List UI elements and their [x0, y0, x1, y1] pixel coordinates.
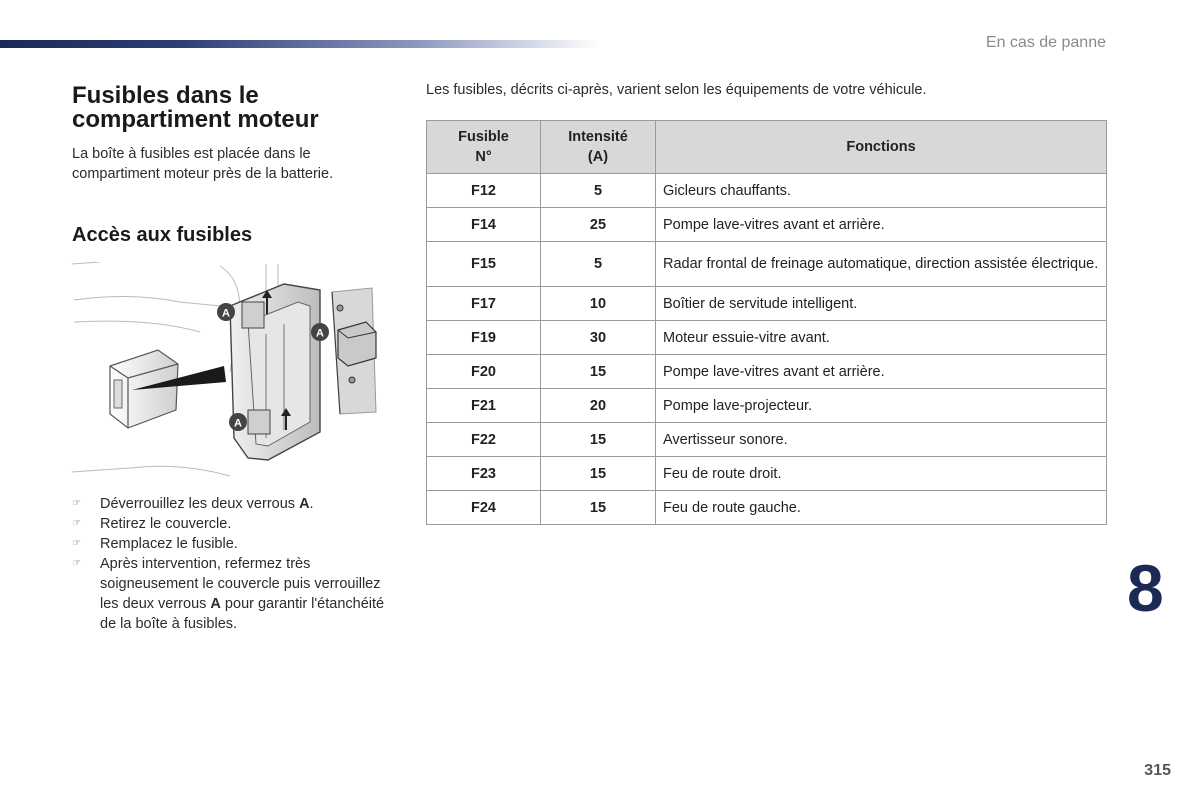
step-item: ☞ Retirez le couvercle. — [72, 516, 232, 532]
page-title — [72, 84, 319, 132]
amp-cell: 30 — [541, 321, 656, 355]
table-row — [427, 457, 1107, 491]
fuse-table — [426, 120, 1107, 525]
pointer-bullet-icon: ☞ — [72, 538, 81, 549]
table-row — [427, 208, 1107, 242]
amp-cell: 10 — [541, 287, 656, 321]
latch-label-inset: A — [316, 327, 324, 340]
function-cell: Moteur essuie-vitre avant. — [656, 321, 1107, 355]
fuse-cell: F12 — [427, 174, 541, 208]
page-title-line-2: compartiment moteur — [72, 106, 319, 133]
page-title-line-1: Fusibles dans le — [72, 82, 259, 109]
amp-cell: 5 — [541, 174, 656, 208]
fuse-cell: F24 — [427, 491, 541, 525]
chapter-number: 8 — [1127, 551, 1164, 625]
amp-cell: 15 — [541, 355, 656, 389]
amp-cell: 15 — [541, 423, 656, 457]
amp-cell: 20 — [541, 389, 656, 423]
table-header-row — [427, 121, 1107, 174]
step-item: ☞ Après intervention, refermez très soigneusement le couvercle puis verrouillez les deux verrous A pour garantir l'étanchéité de la boîte à fusibles. — [72, 556, 385, 632]
amp-cell: 25 — [541, 208, 656, 242]
amp-cell: 5 — [541, 242, 656, 287]
table-row — [427, 174, 1107, 208]
function-cell: Pompe lave-vitres avant et arrière. — [656, 208, 1107, 242]
fuse-cell: F14 — [427, 208, 541, 242]
latch-label-top: A — [222, 307, 230, 320]
access-subtitle: Accès aux fusibles — [72, 224, 253, 246]
col-header-fuse: Fusible N° — [427, 121, 541, 174]
step-item: ☞ Remplacez le fusible. — [72, 536, 238, 552]
pointer-bullet-icon: ☞ — [72, 518, 81, 529]
section-header: En cas de panne — [985, 34, 1106, 51]
table-row — [427, 355, 1107, 389]
fuse-cell: F21 — [427, 389, 541, 423]
fuse-cell: F23 — [427, 457, 541, 491]
amp-cell: 15 — [541, 457, 656, 491]
table-intro: Les fusibles, décrits ci-après, varient selon les équipements de votre véhicule. — [426, 82, 927, 98]
fuse-cell: F19 — [427, 321, 541, 355]
table-row — [427, 423, 1107, 457]
function-cell: Boîtier de servitude intelligent. — [656, 287, 1107, 321]
function-cell: Feu de route droit. — [656, 457, 1107, 491]
fuse-cell: F20 — [427, 355, 541, 389]
steps-list — [72, 494, 402, 634]
col-header-functions: Fonctions — [656, 121, 1107, 174]
latch-label-bottom: A — [234, 417, 242, 430]
pointer-bullet-icon: ☞ — [72, 558, 81, 569]
fuse-box-illustration — [70, 262, 400, 484]
col-header-intensity: Intensité (A) — [541, 121, 656, 174]
function-cell: Avertisseur sonore. — [656, 423, 1107, 457]
amp-cell: 15 — [541, 491, 656, 525]
function-cell: Pompe lave-vitres avant et arrière. — [656, 355, 1107, 389]
intro-paragraph: La boîte à fusibles est placée dans le compartiment moteur près de la batterie. — [72, 146, 334, 182]
function-cell: Feu de route gauche. — [656, 491, 1107, 525]
pointer-bullet-icon: ☞ — [72, 498, 81, 509]
function-cell: Pompe lave-projecteur. — [656, 389, 1107, 423]
table-row — [427, 321, 1107, 355]
step-item: ☞ Déverrouillez les deux verrous A. — [72, 496, 314, 512]
fuse-cell: F15 — [427, 242, 541, 287]
table-row — [427, 287, 1107, 321]
function-cell: Gicleurs chauffants. — [656, 174, 1107, 208]
fuse-cell: F17 — [427, 287, 541, 321]
page-number: 315 — [1144, 762, 1171, 779]
table-row — [427, 491, 1107, 525]
fuse-cell: F22 — [427, 423, 541, 457]
table-row — [427, 389, 1107, 423]
table-row — [427, 242, 1107, 287]
top-gradient-bar — [0, 40, 600, 48]
function-cell: Radar frontal de freinage automatique, direction assistée électrique. — [656, 242, 1107, 287]
